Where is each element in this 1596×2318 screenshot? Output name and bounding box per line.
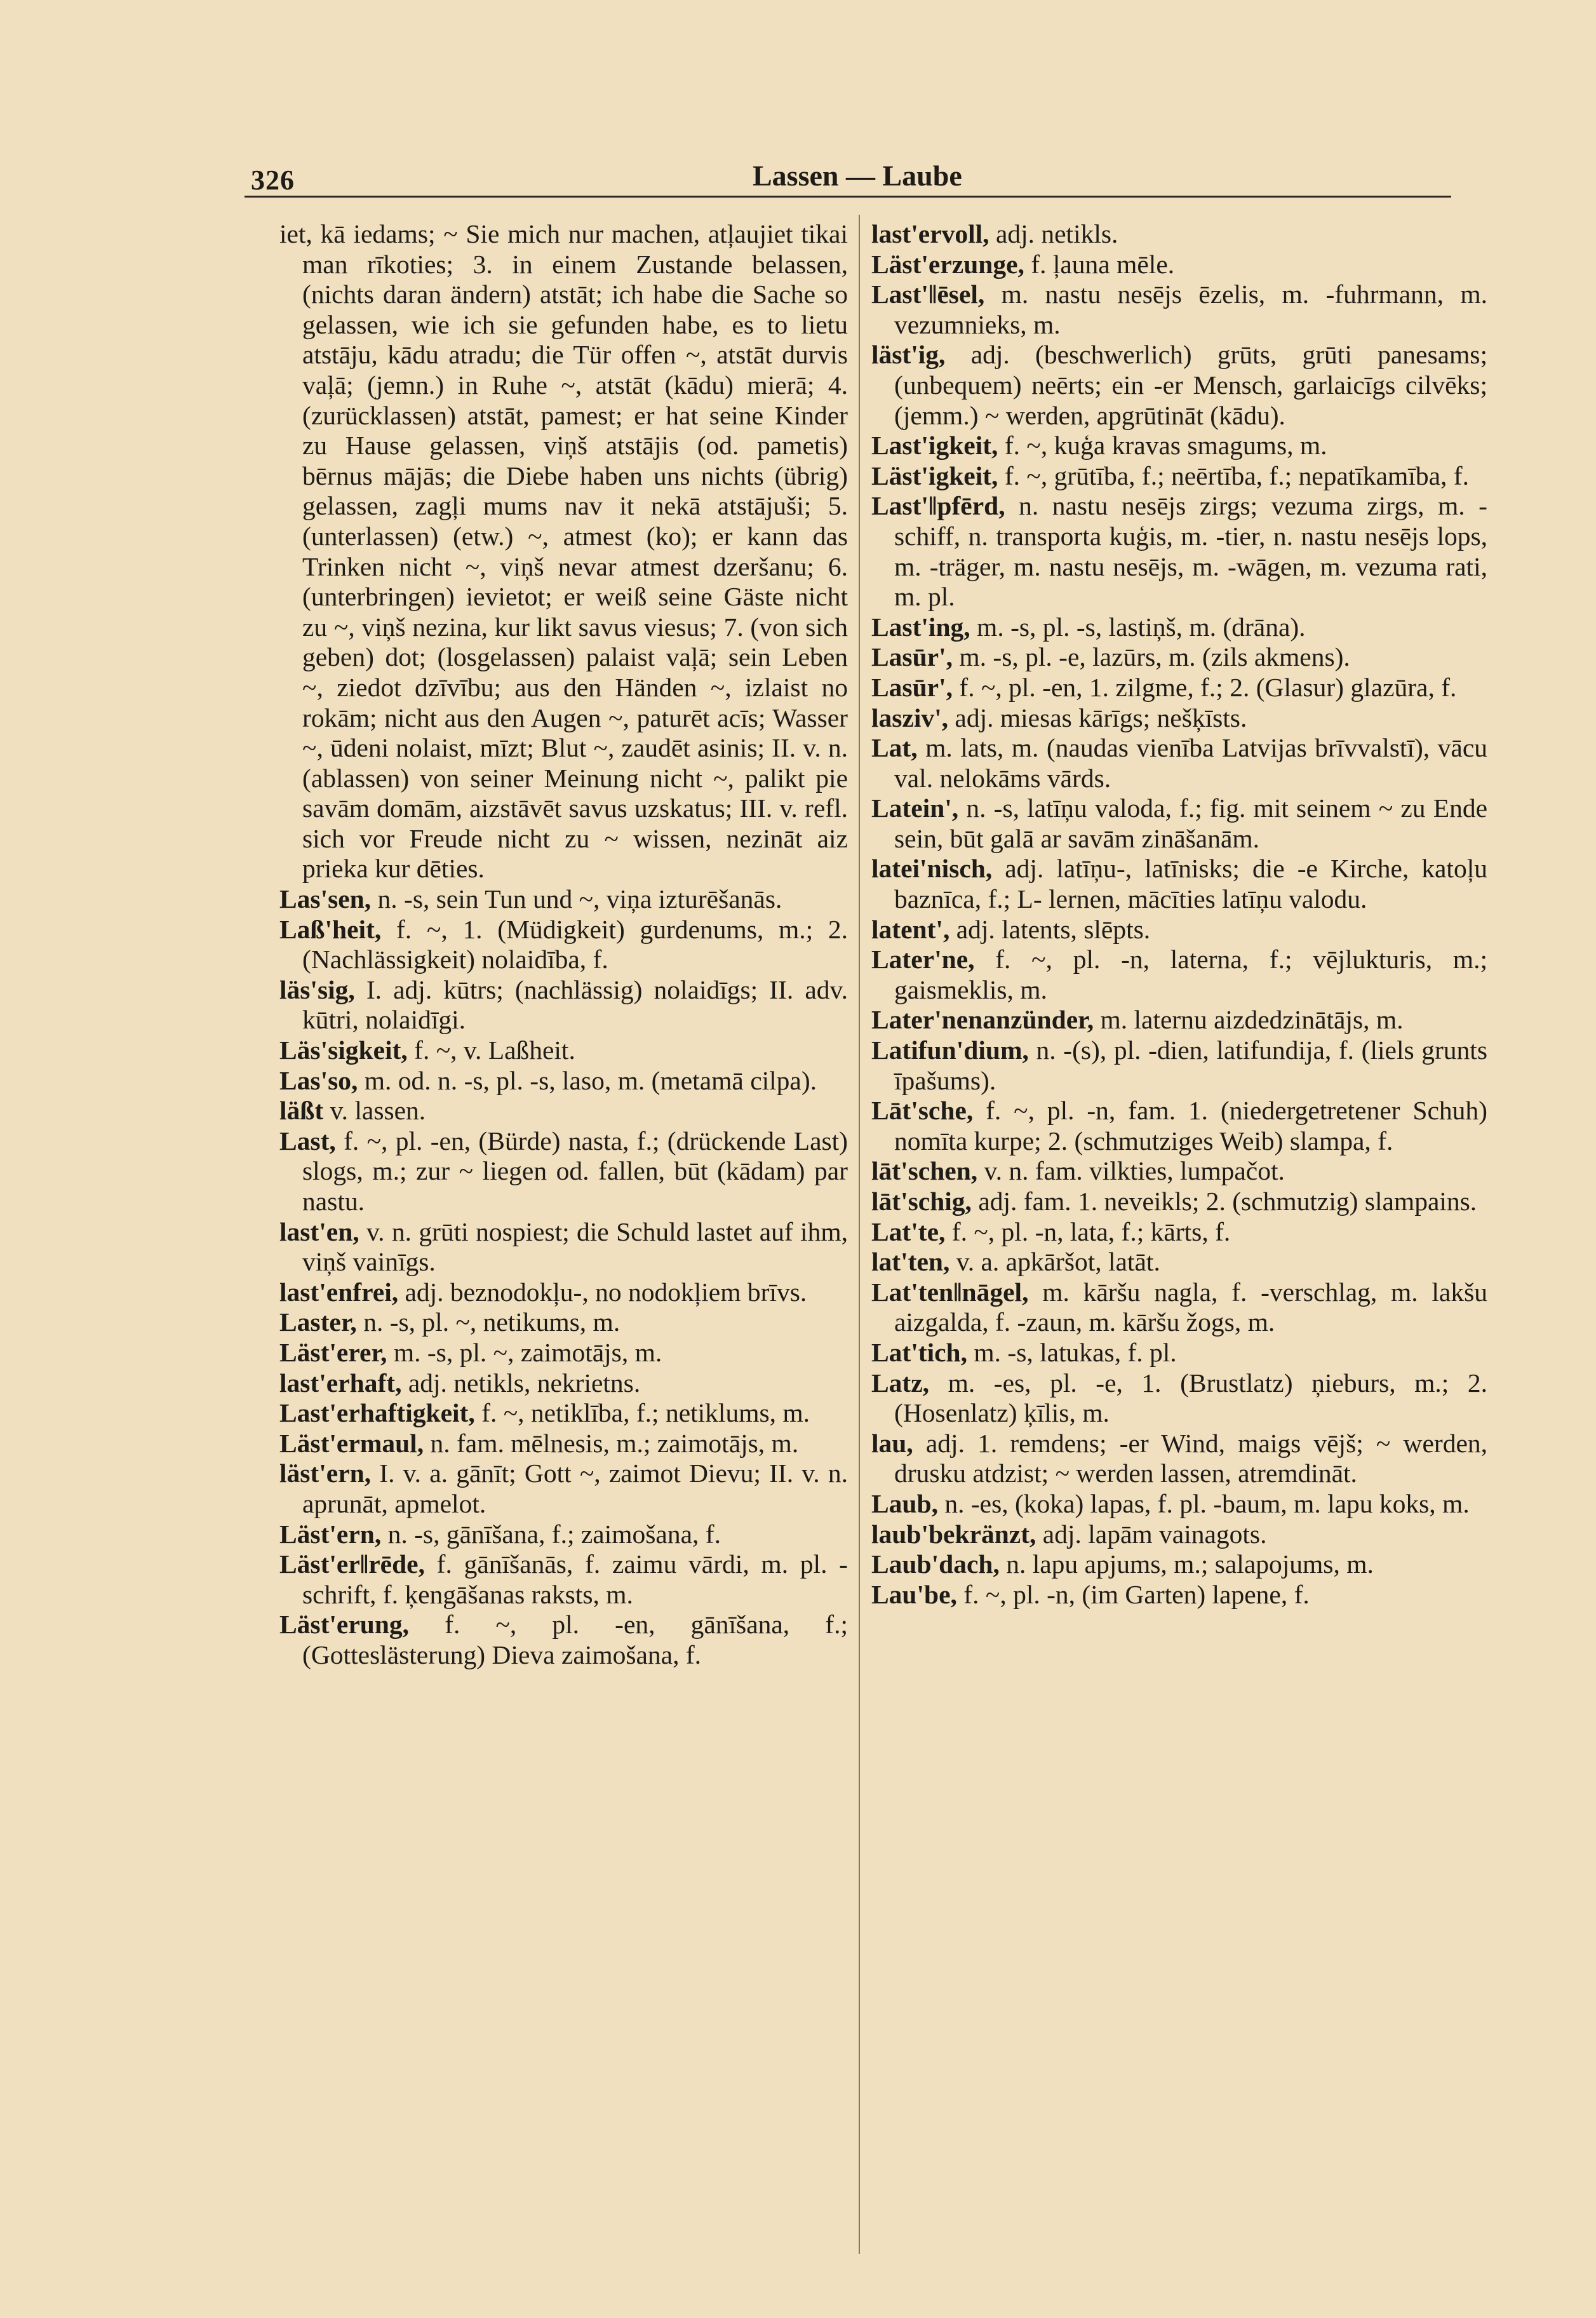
- entry-definition: f. ~, pl. -en, 1. zilgme, f.; 2. (Glasur) glazūra, f.: [953, 672, 1457, 702]
- entry-headword: Latein',: [871, 793, 959, 823]
- entry-headword: läst'ern,: [279, 1459, 372, 1488]
- entry-definition: adj. latīņu-, latīnisks; die -e Kirche, katoļu baznīca, f.; L- lernen, mācīties latīņu valodu.: [894, 854, 1487, 914]
- entry-definition: n. fam. mēlnesis, m.; zaimotājs, m.: [424, 1428, 799, 1458]
- right-column: [871, 219, 1487, 1610]
- dictionary-entry: [279, 1096, 848, 1126]
- dictionary-entry: [871, 793, 1487, 854]
- dictionary-entry: [279, 1459, 848, 1519]
- entry-headword: Latifun'dium,: [871, 1035, 1029, 1065]
- entry-definition: m. -s, pl. -e, lazūrs, m. (zils akmens).: [953, 642, 1350, 672]
- entry-definition: n. -s, pl. ~, netikums, m.: [356, 1307, 620, 1337]
- entry-definition: m. laternu aizdedzinātājs, m.: [1094, 1005, 1404, 1035]
- entry-definition: adj. lapām vainagots.: [1036, 1519, 1267, 1549]
- entry-headword: Läst'igkeit,: [871, 461, 998, 490]
- entry-headword: latei'nisch,: [871, 854, 993, 884]
- entry-definition: n. -es, (koka) lapas, f. pl. -baum, m. lapu koks, m.: [937, 1488, 1470, 1518]
- dictionary-entry: [871, 1277, 1487, 1338]
- entry-definition: iet, kā iedams; ~ Sie mich nur machen, atļaujiet tikai man rīkoties; 3. in einem Zustande belassen, (nichts daran ändern) atstāt; ich habe die Sache so gelassen, wie ich sie gefunden habe, es to lietu atstāju, kādu atradu; die Tür offen ~, atstāt durvis vaļā; (jemn.) in Ruhe ~, atstāt (kādu) mierā; 4. (zurücklassen) atstāt, pamest; er hat seine Kinder zu Hause gelassen, viņš atstājis (od. pametis) bērnus mājās; die Diebe haben uns nichts (übrig) gelassen, zagļi mums nav it nekā atstājuši; 5. (unterlassen) (etw.) ~, atmest (ko); er kann das Trinken nicht ~, viņš nevar atmest dzeršanu; 6. (unterbringen) ievietot; er weiß seine Gäste nicht zu ~, viņš nezina, kur likt savus viesus; 7. (von sich geben) dot; (losgelassen) palaist vaļā; sein Leben ~, ziedot dzīvību; aus den Händen ~, izlaist no rokām; nicht aus den Augen ~, paturēt acīs; Wasser ~, ūdeni nolaist, mīzt; Blut ~, zaudēt asinis; II. v. n. (ablassen) von seiner Meinung nicht ~, palikt pie savām domām, aizstāvēt savus uzskatus; III. v. refl. sich vor Freude nicht zu ~ wissen, nezināt aiz prieka kur dēties.: [279, 219, 848, 884]
- dictionary-entry: [871, 945, 1487, 1005]
- entry-definition: v. lassen.: [323, 1096, 426, 1126]
- entry-headword: Lat,: [871, 733, 918, 763]
- entry-headword: läst'ig,: [871, 340, 946, 370]
- dictionary-entry: [279, 219, 848, 884]
- dictionary-entry: [871, 703, 1487, 734]
- entry-headword: lat'ten,: [871, 1247, 950, 1277]
- entry-headword: last'ervoll,: [871, 219, 989, 248]
- entry-headword: Lat'tich,: [871, 1337, 968, 1367]
- dictionary-entry: [279, 1520, 848, 1550]
- entry-headword: Laub'dach,: [871, 1549, 1000, 1579]
- dictionary-entry: [871, 431, 1487, 461]
- dictionary-entry: [871, 491, 1487, 612]
- entry-definition: f. ~, netiklība, f.; netiklums, m.: [474, 1398, 810, 1428]
- entry-definition: f. ~, pl. -en, gānīšana, f.; (Gotteslästerung) Dieva zaimošana, f.: [302, 1610, 848, 1669]
- entry-headword: Last'erhaftigkeit,: [279, 1398, 475, 1428]
- entry-definition: adj. netikls.: [989, 219, 1118, 248]
- entry-headword: Last,: [279, 1126, 336, 1156]
- dictionary-entry: [871, 1489, 1487, 1520]
- entry-definition: n. -s, sein Tun und ~, viņa izturēšanās.: [371, 884, 782, 914]
- dictionary-entry: [279, 1035, 848, 1066]
- entry-headword: lau,: [871, 1428, 913, 1458]
- dictionary-entry: [871, 1187, 1487, 1217]
- entry-headword: Lat'ten‖nāgel,: [871, 1277, 1029, 1307]
- entry-headword: Laub,: [871, 1488, 938, 1518]
- entry-definition: f. ~, pl. -n, laterna, f.; vējlukturis, m.; gaismeklis, m.: [894, 945, 1487, 1004]
- dictionary-entry: [871, 250, 1487, 280]
- dictionary-entry: [871, 1096, 1487, 1156]
- entry-definition: I. v. a. gānīt; Gott ~, zaimot Dievu; II. v. n. aprunāt, apmelot.: [302, 1459, 848, 1518]
- entry-definition: m. lats, m. (naudas vienība Latvijas brīvvalstī), vācu val. nelokāms vārds.: [894, 733, 1487, 793]
- entry-headword: Lasūr',: [871, 672, 953, 702]
- entry-definition: adj. netikls, nekrietns.: [401, 1368, 641, 1398]
- entry-definition: f. ~, pl. -n, fam. 1. (niedergetretener Schuh) nomīta kurpe; 2. (schmutziges Weib) slampa, f.: [894, 1096, 1487, 1156]
- entry-headword: Last'ing,: [871, 612, 970, 642]
- entry-definition: m. kāršu nagla, f. -verschlag, m. lakšu aizgalda, f. -zaun, m. kāršu žogs, m.: [894, 1277, 1487, 1337]
- entry-headword: Lau'be,: [871, 1579, 957, 1609]
- entry-headword: Lat'te,: [871, 1216, 946, 1246]
- entry-definition: v. a. apkāršot, latāt.: [949, 1247, 1160, 1277]
- entry-headword: Las'so,: [279, 1065, 358, 1095]
- dictionary-entry: [279, 1398, 848, 1429]
- dictionary-entry: [279, 975, 848, 1035]
- dictionary-entry: [871, 733, 1487, 793]
- entry-definition: n. -s, latīņu valoda, f.; fig. mit seinem ~ zu Ende sein, būt galā ar savām zināšanām.: [894, 793, 1487, 853]
- dictionary-entry: [279, 1610, 848, 1670]
- entry-headword: Läst'erzunge,: [871, 249, 1024, 279]
- entry-headword: Last'‖pfērd,: [871, 491, 1005, 521]
- entry-definition: n. -s, gānīšana, f.; zaimošana, f.: [381, 1519, 721, 1549]
- entry-headword: Last'‖ēsel,: [871, 280, 985, 309]
- dictionary-entry: [279, 1126, 848, 1217]
- entry-headword: lasziv',: [871, 703, 949, 732]
- running-head: Lassen — Laube: [753, 159, 962, 192]
- dictionary-entry: [871, 1368, 1487, 1429]
- entry-headword: last'erhaft,: [279, 1368, 402, 1398]
- entry-definition: adj. fam. 1. neveikls; 2. (schmutzig) slampains.: [971, 1187, 1477, 1216]
- page-number: 326: [251, 165, 295, 196]
- dictionary-entry: [871, 1429, 1487, 1489]
- dictionary-entry: [871, 461, 1487, 492]
- entry-definition: f. ~, 1. (Müdigkeit) gurdenums, m.; 2. (Nachlässigkeit) nolaidība, f.: [302, 914, 848, 974]
- entry-headword: Laß'heit,: [279, 914, 382, 944]
- dictionary-entry: [871, 1156, 1487, 1187]
- entry-headword: lāt'schen,: [871, 1156, 978, 1186]
- entry-headword: last'enfrei,: [279, 1277, 399, 1307]
- dictionary-entry: [279, 1217, 848, 1277]
- entry-definition: f. ļauna mēle.: [1024, 249, 1175, 279]
- entry-headword: Latz,: [871, 1368, 930, 1398]
- entry-definition: f. ~, pl. -n, (im Garten) lapene, f.: [956, 1579, 1310, 1609]
- dictionary-entry: [871, 642, 1487, 673]
- dictionary-entry: [279, 1338, 848, 1368]
- entry-headword: Läst'er‖rēde,: [279, 1549, 425, 1579]
- header-rule: [245, 196, 1451, 198]
- entry-headword: Läs'sigkeit,: [279, 1035, 408, 1065]
- entry-definition: v. n. fam. vilkties, lumpačot.: [977, 1156, 1285, 1186]
- entry-definition: n. nastu nesējs zirgs; vezuma zirgs, m. -schiff, n. transporta kuģis, m. -tier, n. nastu nesējs lops, m. -träger, m. nastu nesējs, m. -wāgen, m. vezuma rati, m. pl.: [894, 491, 1487, 612]
- dictionary-entry: [279, 1368, 848, 1399]
- entry-definition: adj. (beschwerlich) grūts, grūti panesams; (unbequem) neērts; ein -er Mensch, garlaicīgs cilvēks; (jemm.) ~ werden, apgrūtināt (kādu).: [894, 340, 1487, 430]
- entry-headword: Later'nenanzünder,: [871, 1005, 1094, 1035]
- dictionary-entry: [871, 915, 1487, 945]
- dictionary-entry: [871, 219, 1487, 250]
- entry-headword: Lāt'sche,: [871, 1096, 974, 1126]
- entry-definition: f. ~, kuģa kravas smagums, m.: [998, 431, 1327, 461]
- dictionary-entry: [871, 673, 1487, 703]
- entry-headword: Läst'erer,: [279, 1337, 387, 1367]
- entry-definition: m. -s, pl. ~, zaimotājs, m.: [387, 1337, 662, 1367]
- entry-definition: n. lapu apjums, m.; salapojums, m.: [999, 1549, 1374, 1579]
- entry-definition: m. -s, pl. -s, lastiņš, m. (drāna).: [970, 612, 1306, 642]
- entry-definition: adj. latents, slēpts.: [949, 914, 1151, 944]
- entry-definition: m. od. n. -s, pl. -s, laso, m. (metamā cilpa).: [358, 1065, 817, 1095]
- entry-headword: Läst'ermaul,: [279, 1428, 424, 1458]
- dictionary-entry: [871, 1580, 1487, 1610]
- entry-definition: adj. 1. remdens; -er Wind, maigs vējš; ~ werden, drusku atdzist; ~ werden lassen, atremdināt.: [894, 1428, 1487, 1488]
- dictionary-entry: [871, 612, 1487, 643]
- entry-headword: Lasūr',: [871, 642, 953, 672]
- entry-definition: f. ~, v. Laßheit.: [407, 1035, 575, 1065]
- entry-definition: m. -es, pl. -e, 1. (Brustlatz) ņieburs, m.; 2. (Hosenlatz) ķīlis, m.: [894, 1368, 1487, 1428]
- entry-definition: f. ~, pl. -n, lata, f.; kārts, f.: [945, 1216, 1231, 1246]
- dictionary-entry: [871, 280, 1487, 340]
- entry-headword: Last'igkeit,: [871, 431, 998, 461]
- dictionary-entry: [279, 1307, 848, 1338]
- dictionary-entry: [871, 1035, 1487, 1096]
- entry-headword: last'en,: [279, 1216, 359, 1246]
- entry-headword: Las'sen,: [279, 884, 372, 914]
- dictionary-entry: [871, 1338, 1487, 1368]
- dictionary-entry: [871, 854, 1487, 914]
- entry-definition: m. -s, latukas, f. pl.: [967, 1337, 1177, 1367]
- entry-definition: f. ~, pl. -en, (Bürde) nasta, f.; (drückende Last) slogs, m.; zur ~ liegen od. fallen, būt (kādam) par nastu.: [302, 1126, 848, 1216]
- entry-definition: m. nastu nesējs ēzelis, m. -fuhrmann, m. vezumnieks, m.: [894, 280, 1487, 339]
- entry-headword: latent',: [871, 914, 950, 944]
- dictionary-entry: [871, 340, 1487, 431]
- entry-definition: n. -(s), pl. -dien, latifundija, f. (liels grunts īpašums).: [894, 1035, 1487, 1095]
- entry-headword: Läst'ern,: [279, 1519, 382, 1549]
- entry-headword: Laster,: [279, 1307, 357, 1337]
- dictionary-entry: [279, 1066, 848, 1096]
- dictionary-entry: [279, 1429, 848, 1459]
- dictionary-entry: [279, 884, 848, 915]
- column-divider: [859, 215, 860, 2254]
- dictionary-entry: [279, 1549, 848, 1610]
- dictionary-entry: [871, 1217, 1487, 1248]
- entry-definition: f. gānīšanās, f. zaimu vārdi, m. pl. -schrift, f. ķengāšanas raksts, m.: [302, 1549, 848, 1609]
- dictionary-entry: [279, 1277, 848, 1308]
- dictionary-entry: [871, 1549, 1487, 1580]
- dictionary-entry: [871, 1005, 1487, 1035]
- left-column: [279, 219, 848, 1671]
- entry-definition: I. adj. kūtrs; (nachlässig) nolaidīgs; II. adv. kūtri, nolaidīgi.: [302, 974, 848, 1035]
- dictionary-entry: [871, 1247, 1487, 1277]
- entry-definition: adj. beznodokļu-, no nodokļiem brīvs.: [398, 1277, 807, 1307]
- dictionary-entry: [279, 915, 848, 975]
- entry-definition: adj. miesas kārīgs; nešķīsts.: [948, 703, 1247, 732]
- entry-headword: Läst'erung,: [279, 1610, 410, 1640]
- entry-definition: v. n. grūti nospiest; die Schuld lastet auf ihm, viņš vainīgs.: [302, 1216, 848, 1277]
- entry-headword: Later'ne,: [871, 945, 975, 974]
- dictionary-entry: [871, 1520, 1487, 1550]
- entry-headword: lāt'schig,: [871, 1187, 972, 1216]
- entry-headword: läs'sig,: [279, 974, 355, 1004]
- entry-headword: laub'bekränzt,: [871, 1519, 1036, 1549]
- entry-headword: läßt: [279, 1096, 324, 1126]
- entry-definition: f. ~, grūtība, f.; neērtība, f.; nepatīkamība, f.: [998, 461, 1469, 490]
